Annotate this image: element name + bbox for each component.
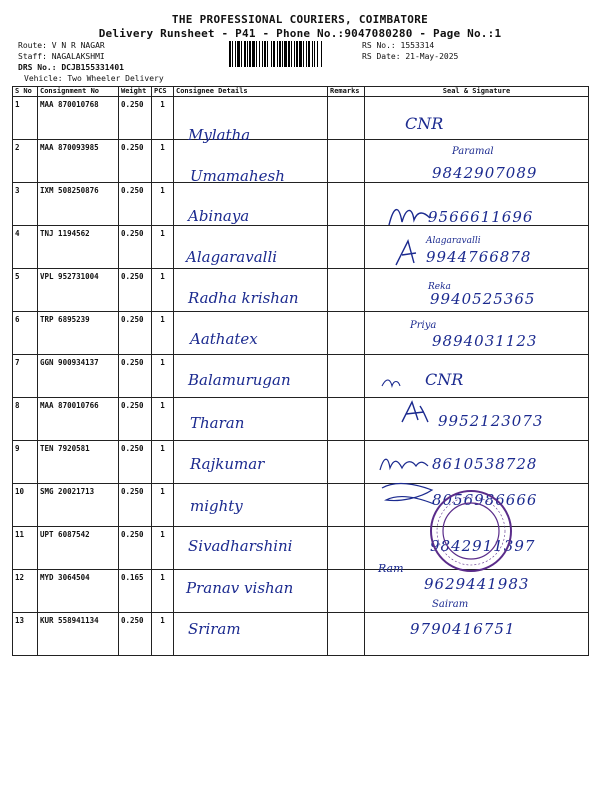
rs-date: RS Date: 21-May-2025 [362, 52, 459, 61]
header-consignee: Consignee Details [174, 87, 328, 97]
row-consignment-no: MAA 870093985 [38, 140, 119, 183]
handwritten-name: Aathatex [190, 330, 258, 348]
handwritten-name: Sriram [188, 620, 241, 638]
row-consignment-no: IXM 508250876 [38, 183, 119, 226]
row-consignment-no: MAA 870010766 [38, 398, 119, 441]
row-remarks [328, 570, 365, 613]
handwritten-name: Mylatha [188, 126, 251, 144]
row-sno: 7 [13, 355, 38, 398]
row-sno: 5 [13, 269, 38, 312]
row-pcs: 1 [152, 398, 174, 441]
runsheet-subtitle: Delivery Runsheet - P41 - Phone No.:9047080280 - Page No.:1 [98, 27, 502, 40]
handwritten-phone: 9629441983 [424, 575, 530, 593]
signature-scribble [384, 200, 434, 230]
row-weight: 0.250 [119, 226, 152, 269]
row-weight: 0.250 [119, 355, 152, 398]
signature-scribble [398, 398, 432, 426]
row-weight: 0.250 [119, 441, 152, 484]
row-weight: 0.250 [119, 97, 152, 140]
row-weight: 0.250 [119, 312, 152, 355]
row-pcs: 1 [152, 312, 174, 355]
row-remarks [328, 97, 365, 140]
row-remarks [328, 140, 365, 183]
signature-scribble [376, 452, 432, 474]
handwritten-name: Sivadharshini [188, 537, 293, 555]
handwritten-name: Pranav vishan [186, 579, 294, 597]
row-consignment-no: UPT 6087542 [38, 527, 119, 570]
row-weight: 0.250 [119, 613, 152, 656]
handwritten-phone: 9842907089 [432, 164, 538, 182]
row-remarks [328, 613, 365, 656]
row-pcs: 1 [152, 355, 174, 398]
row-consignment-no: MAA 870010768 [38, 97, 119, 140]
handwritten-phone: 9952123073 [438, 412, 544, 430]
row-pcs: 1 [152, 613, 174, 656]
row-pcs: 1 [152, 97, 174, 140]
row-sno: 8 [13, 398, 38, 441]
row-consignment-no: VPL 952731004 [38, 269, 119, 312]
signature-initials: Sairam [432, 599, 469, 610]
row-remarks [328, 441, 365, 484]
row-pcs: 1 [152, 484, 174, 527]
header-weight: Weight [119, 87, 152, 97]
row-remarks [328, 398, 365, 441]
signature-scribble [380, 376, 402, 390]
header-sno: S No [13, 87, 38, 97]
table-row [13, 355, 589, 398]
signature-initials: Paramal [452, 146, 494, 157]
signature-initials: Priya [410, 320, 437, 331]
header-consignment: Consignment No [38, 87, 119, 97]
row-consignment-no: TNJ 1194562 [38, 226, 119, 269]
signature-initials: Ram [378, 562, 404, 575]
row-sno: 11 [13, 527, 38, 570]
row-pcs: 1 [152, 441, 174, 484]
row-weight: 0.165 [119, 570, 152, 613]
handwritten-phone: 8056986666 [432, 491, 538, 509]
row-sno: 4 [13, 226, 38, 269]
rs-number: RS No.: 1553314 [362, 41, 435, 50]
row-weight: 0.250 [119, 484, 152, 527]
barcode [228, 41, 356, 67]
handwritten-phone: 9842911397 [430, 537, 536, 555]
handwritten-name: Alagaravalli [186, 248, 278, 266]
row-seal-signature [365, 97, 589, 140]
handwritten-phone: 9894031123 [432, 332, 538, 350]
handwritten-phone: 9566611696 [428, 208, 534, 226]
handwritten-phone: 9940525365 [430, 290, 536, 308]
handwritten-phone: 9944766878 [426, 248, 532, 266]
company-title: THE PROFESSIONAL COURIERS, COIMBATORE [171, 13, 429, 26]
handwritten-name: Umamahesh [190, 167, 285, 185]
handwritten-name: mighty [190, 497, 243, 515]
drs-number: DRS No.: DCJB155331401 [18, 63, 124, 72]
row-weight: 0.250 [119, 140, 152, 183]
handwritten-name: Radha krishan [188, 289, 299, 307]
row-remarks [328, 226, 365, 269]
row-consignment-no: TRP 6895239 [38, 312, 119, 355]
row-remarks [328, 269, 365, 312]
row-remarks [328, 312, 365, 355]
row-weight: 0.250 [119, 183, 152, 226]
row-pcs: 1 [152, 226, 174, 269]
row-sno: 1 [13, 97, 38, 140]
signature-scribble [392, 237, 428, 267]
header-pcs: PCS [152, 87, 174, 97]
row-consignment-no: GGN 900934137 [38, 355, 119, 398]
row-consignment-no: KUR 558941134 [38, 613, 119, 656]
row-sno: 12 [13, 570, 38, 613]
row-remarks [328, 355, 365, 398]
row-remarks [328, 527, 365, 570]
handwritten-name: Balamurugan [188, 371, 291, 389]
handwritten-name: Abinaya [188, 207, 250, 225]
row-pcs: 1 [152, 570, 174, 613]
row-sno: 3 [13, 183, 38, 226]
vehicle-label: Vehicle: Two Wheeler Delivery [24, 74, 164, 83]
row-pcs: 1 [152, 527, 174, 570]
signature-initials: Alagaravalli [426, 236, 481, 246]
handwritten-name: Tharan [190, 414, 245, 432]
row-sno: 13 [13, 613, 38, 656]
header-seal: Seal & Signature [365, 87, 589, 97]
row-remarks [328, 484, 365, 527]
handwritten-name: Rajkumar [190, 455, 265, 473]
row-sno: 9 [13, 441, 38, 484]
seal-text: CNR [405, 114, 444, 133]
handwritten-phone: 8610538728 [432, 455, 538, 473]
row-sno: 6 [13, 312, 38, 355]
row-pcs: 1 [152, 140, 174, 183]
table-header-row [13, 87, 589, 97]
seal-text: CNR [425, 370, 464, 389]
row-sno: 2 [13, 140, 38, 183]
staff-label: Staff: NAGALAKSHMI [18, 52, 105, 61]
row-pcs: 1 [152, 183, 174, 226]
row-consignment-no: TEN 7920581 [38, 441, 119, 484]
row-pcs: 1 [152, 269, 174, 312]
company-seal-stamp [428, 488, 514, 574]
signature-initials: Reka [428, 282, 451, 292]
row-sno: 10 [13, 484, 38, 527]
handwritten-phone: 9790416751 [410, 620, 516, 638]
row-remarks [328, 183, 365, 226]
header-remarks: Remarks [328, 87, 365, 97]
row-consignment-no: MYD 3064504 [38, 570, 119, 613]
table-row [13, 97, 589, 140]
row-consignment-no: SMG 20021713 [38, 484, 119, 527]
row-weight: 0.250 [119, 269, 152, 312]
route-label: Route: V N R NAGAR [18, 41, 105, 50]
row-weight: 0.250 [119, 527, 152, 570]
row-weight: 0.250 [119, 398, 152, 441]
